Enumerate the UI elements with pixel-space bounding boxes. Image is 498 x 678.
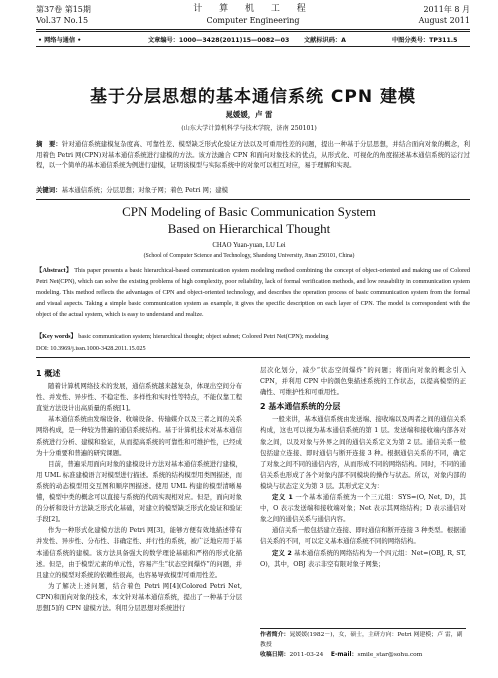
author-bio-label: 作者简介： [260,632,290,638]
english-abstract-label: 【Abstract】 [36,267,73,274]
journal-name-en: Computer Engineering [206,16,300,25]
paragraph: 随着计算机网络技术的发展，通信系统越来越复杂，体现出空间分布性、并发性、异步性、不稳定性、多样性和实时性等特点，不能仅靠工程直觉方法设计出高质量的系统[1]。 [36,382,242,413]
author-bio-text: 晁媛媛(1982－)，女，硕士，主研方向：Petri 网建模；卢 雷，副教授 [260,632,463,648]
english-title-line1: CPN Modeling of Basic Communication System [122,204,376,219]
journal-name [36,4,470,26]
body-rule [36,357,470,358]
email-address: smile_star@sohu.com [357,652,423,658]
paragraph: 层次化划分，减少“状态空间爆炸”的问题；将面向对象的概念引入 CPN，并利用 CPN 中的颜色集描述系统的工作状态，以提高模型的正确性、可维护性和可重用性。 [260,366,466,397]
english-abstract [36,265,470,320]
received-date: 2011-03-24 [289,652,324,658]
section-label: • 网络与通信 • [38,37,82,44]
definition-label: 定义 1 [272,493,293,502]
email-label: E-mail： [330,652,358,658]
author-bio [260,630,466,650]
received-info [260,650,466,660]
definition [260,548,466,570]
received-label: 收稿日期： [260,652,290,658]
issue-date-cn: 2011年 8 月 [423,5,470,14]
abstract-label: 摘 要： [36,140,62,148]
english-authors: CHAO Yuan-yuan, LU Lei [212,242,286,249]
paper-authors: 晁媛媛，卢 雷 [225,110,273,119]
header-rule-top [36,29,470,30]
keywords-text: 基本通信系统；分层思想；对象子网；着色 Petri 网；建模 [61,186,229,194]
footnote [260,630,466,660]
issue-date [419,4,470,26]
chinese-abstract [36,139,470,171]
body-column-left [36,365,242,614]
footnote-rule [260,628,466,629]
volume-cn: 第37卷 第15期 [36,5,91,14]
issue-date-en: August 2011 [418,16,470,25]
doi: DOI: 10.3969/j.issn.1000-3428.2011.15.025 [36,345,146,352]
journal-name-cn: 计 算 机 工 程 [193,4,313,14]
article-meta [36,34,470,46]
paragraph: 通信关系一般包括建立连接、即时通信和断开连接 3 种类型。根据通信关系的不同，可以定义基本通信系统不同的网络结构。 [260,526,466,546]
definition [260,492,466,525]
english-affiliation: (School of Computer Science and Technology, Shandong University, Jinan 250101, China) [143,253,355,259]
paragraph: 目前，普遍采用面向对象的建模设计方法对基本通信系统进行建模，用 UML 标准建模语言对模型进行描述。系统的结构模型用类图描述，而系统的动态模型用交互图和顺序图描述。使用 UML 构建的模型清晰易懂，模型中类的概念可以直接与系统的代码实现相对应。但是，面向对象的分析和设计方法缺乏形式化基础，对建立的模型缺乏形式化验证和验证手段[2]。 [36,459,242,524]
paragraph: 作为一种形式化建模方法的 Petri 网[3]，能够方便有效地描述带有并发性、异步性、分布性、非确定性、并行性的系统，被广泛地应用于基本通信系统的建模。该方法具备强大的数学理论基础和严格的形式化描述。但是，由于模型元素的单元性，容易产生“状态空间爆炸”的问题，并且建立的模型对系统的依赖性很高，也容易导致模型可重用性差。 [36,526,242,579]
english-keywords [36,331,470,342]
english-keywords-text: basic communication system; hierarchical thought; object subnet; Colored Petri Net(CPN); modeling [78,333,329,340]
clc-number: 中图分类号：TP311.5 [392,37,458,44]
paper-title: 基于分层思想的基本通信系统 CPN 建模 [90,87,416,107]
volume-en: Vol.37 No.15 [36,16,89,25]
abstract-rule [36,199,470,200]
english-title-line2: Based on Hierarchical Thought [167,221,331,236]
journal-header [36,4,470,30]
chinese-keywords [36,185,470,196]
definition-text: 基本通信系统的网络结构为一个四元组：Net=(OBJ, R, ST, O)，其中，OBJ 表示非空有限对象子网集； [260,548,466,568]
section-heading: 2 基本通信系统的分层 [260,402,341,412]
section-heading: 1 概述 [36,369,61,378]
paragraph: 为了解决上述问题，结合着色 Petri 网[4](Colored Petri Net, CPN)和面向对象的技术，本文针对基本通信系统，提出了一种基于分层思想[5]的 CPN 建模方法。利用分层思想对系统进行 [36,581,242,612]
body-column-right [260,365,466,570]
abstract-text: 针对通信系统建模复杂度高、可靠性差、模型缺乏形式化验证方法以及可重用性差的问题，提出一种基于分层思想，并结合面向对象的概念，利用着色 Petri 网(CPN)对基本通信系统进行建模的方法。该方法融合 CPN 和面向对象技术的优点，从形式化、可视化的角度描述基本通信系统的运行过程，以一个简单的基本通信系统为例进行建模，证明该模型与实际系统中的对象可以相互对应，易于理解和实现。 [36,140,471,170]
meta-rule [36,46,470,47]
english-abstract-text: This paper presents a basic hierarchical-based communication system modeling method combining the concept of object-oriented and making use of Colored Petri Net(CPN), which can solve the existing problems of high complexity, poor reliability, lack of formal verification methods, and low reusability in communication system modeling. This method reflects the advantages of CPN and object-oriented technology, and describes the operation process of basic communication system from the formal and visual aspects. Taking a simple basic communication system as example, it gives the specific description on each layer of CPN. The model is correspondent with the object of the actual system, which is easy to understand and realize. [36,267,470,318]
definition-text: 一个基本通信系统为一个三元组：SYS=(O, Net, D)，其中，O 表示发送端和接收端对象；Net 表示其网络结构；D 表示通信对象之间的通信关系与通信内容。 [260,493,467,524]
paper-affiliation: (山东大学计算机科学与技术学院，济南 250101) [181,125,317,132]
paragraph: 一般来讲，基本通信系统由发送端、接收端以及两者之间的通信关系构成，这也可以视为基本通信系统的第 1 层。发送端和接收端内部各对象之间，以及对象与外界之间的通信关系定义为第 2 层。通信关系一般包括建立连接、即时通信与断开连接 3 种。根据通信关系的不同，确定了对象之间不同的通信内容，从而形成不同的网络结构。同时，不同的通信关系也形成了各个对象内部不同模块的操作与状态。所以，对象内部的模块与状态定义为第 3 层。其形式定义为： [260,415,466,490]
keywords-label: 关键词： [36,186,62,194]
paragraph: 基本通信系统由发端设备、收端设备、传输媒介以及三者之间的关系网络构成，是一种较为普遍的通信系统结构。基于计算机技术对基本通信系统进行分析、建模和验证，从而提高系统的可靠性和可维护性，已经成为十分重要和普遍的研究课题。 [36,415,242,457]
header-rule-bottom [36,31,470,32]
definition-label: 定义 2 [272,548,292,557]
english-keywords-label: 【Key words】 [36,333,77,340]
article-number: 文章编号：1000—3428(2011)15—0082—03 [148,37,290,44]
document-code: 文献标识码：A [304,37,346,44]
